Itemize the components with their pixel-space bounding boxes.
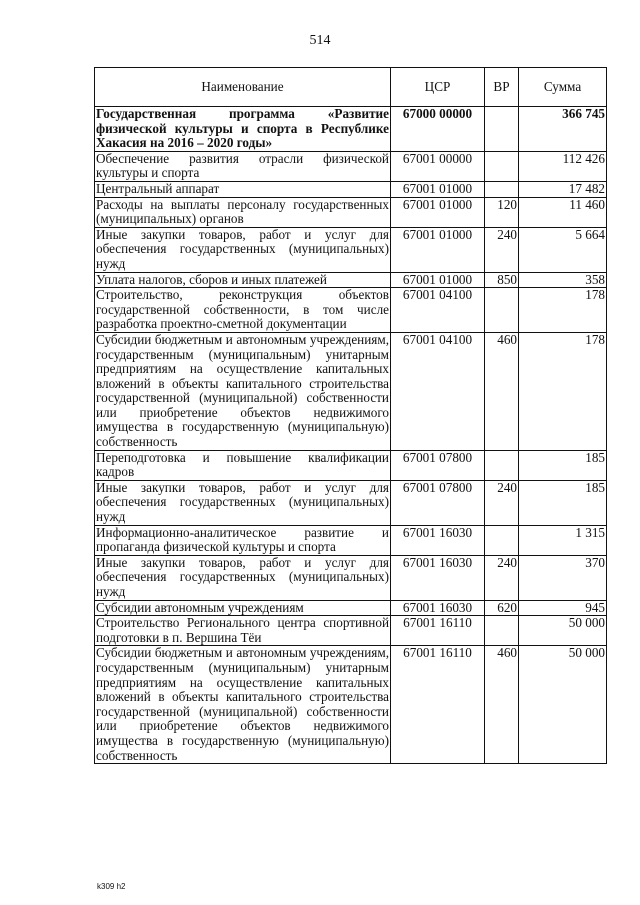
table-row: [95, 480, 607, 525]
row-csr: 67001 01000: [391, 272, 485, 288]
row-name: Субсидии бюджетным и автономным учреждениям, государственным (муниципальным) унитарным предприятиям на осуществление капитальных вложений в объекты капитального строительства государственной (муниципальной) собственности или приобретение объектов недвижимого имущества в государственную (муниципальную) собственность: [96, 331, 389, 450]
row-sum: 17 482: [519, 181, 607, 197]
row-csr: 67001 01000: [391, 227, 485, 272]
row-vr: 460: [485, 646, 519, 764]
row-csr: 67001 04100: [391, 332, 485, 450]
table-row: [95, 600, 607, 616]
row-vr: [485, 151, 519, 181]
table-row: [95, 525, 607, 555]
row-csr: 67001 07800: [391, 480, 485, 525]
row-vr: [485, 181, 519, 197]
row-name: Информационно-аналитическое развитие и пропаганда физической культуры и спорта: [96, 524, 389, 555]
row-sum: 185: [519, 480, 607, 525]
row-vr: 240: [485, 227, 519, 272]
row-vr: [485, 107, 519, 152]
row-vr: 620: [485, 600, 519, 616]
row-sum: 112 426: [519, 151, 607, 181]
table-row: [95, 555, 607, 600]
row-sum: 366 745: [519, 107, 607, 152]
row-sum: 370: [519, 555, 607, 600]
table-row: [95, 332, 607, 450]
row-vr: [485, 288, 519, 333]
row-name: Расходы на выплаты персоналу государственных (муниципальных) органов: [96, 196, 389, 227]
row-name: Обеспечение развития отрасли физической культуры и спорта: [96, 150, 389, 181]
row-vr: 460: [485, 332, 519, 450]
row-sum: 178: [519, 288, 607, 333]
row-vr: 850: [485, 272, 519, 288]
row-csr: 67001 00000: [391, 151, 485, 181]
row-vr: [485, 450, 519, 480]
row-csr: 67001 01000: [391, 181, 485, 197]
row-vr: [485, 525, 519, 555]
row-name: Иные закупки товаров, работ и услуг для обеспечения государственных (муниципальных) нужд: [96, 479, 389, 525]
row-vr: 240: [485, 555, 519, 600]
row-name: Государственная программа «Развитие физической культуры и спорта в Республике Хакасия на 2016 – 2020 годы»: [96, 106, 389, 151]
row-name: Строительство Регионального центра спортивной подготовки в п. Вершина Тёи: [96, 615, 389, 645]
row-csr: 67001 16030: [391, 600, 485, 616]
table-row: [95, 646, 607, 764]
header-name: Наименование: [95, 68, 391, 107]
table-row: [95, 288, 607, 333]
row-sum: 5 664: [519, 227, 607, 272]
footer-code: k309 h2: [97, 882, 126, 891]
row-name: Переподготовка и повышение квалификации кадров: [96, 449, 389, 480]
table-row: [95, 450, 607, 480]
header-sum: Сумма: [519, 68, 607, 107]
row-name: Строительство, реконструкция объектов государственной собственности, в том числе разработка проектно-сметной документации: [96, 287, 389, 332]
row-name: Иные закупки товаров, работ и услуг для обеспечения государственных (муниципальных) нужд: [96, 226, 389, 271]
row-csr: 67001 01000: [391, 197, 485, 227]
row-vr: 120: [485, 197, 519, 227]
row-csr: 67001 07800: [391, 450, 485, 480]
row-sum: 185: [519, 450, 607, 480]
row-sum: 1 315: [519, 525, 607, 555]
header-vr: ВР: [485, 68, 519, 107]
table-row: [95, 197, 607, 227]
row-csr: 67001 16030: [391, 525, 485, 555]
row-name: Субсидии автономным учреждениям: [95, 600, 391, 616]
row-sum: 50 000: [519, 616, 607, 646]
row-sum: 50 000: [519, 646, 607, 764]
table-row: [95, 181, 607, 197]
budget-table: [94, 67, 607, 764]
row-name: Субсидии бюджетным и автономным учреждениям, государственным (муниципальным) унитарным предприятиям на осуществление капитальных вложений в объекты капитального строительства государственной (муниципальной) собственности или приобретение объектов недвижимого имущества в государственную (муниципальную) собственность: [96, 645, 389, 763]
row-sum: 945: [519, 600, 607, 616]
row-sum: 11 460: [519, 197, 607, 227]
row-sum: 358: [519, 272, 607, 288]
row-name: Центральный аппарат: [95, 181, 391, 197]
row-csr: 67001 16110: [391, 646, 485, 764]
row-vr: [485, 616, 519, 646]
row-csr: 67001 16110: [391, 616, 485, 646]
table-header-row: [95, 68, 607, 107]
row-csr: 67000 00000: [391, 107, 485, 152]
page-number: 514: [309, 33, 331, 48]
row-csr: 67001 04100: [391, 288, 485, 333]
row-name: Уплата налогов, сборов и иных платежей: [95, 272, 391, 288]
table-row: [95, 272, 607, 288]
row-sum: 178: [519, 332, 607, 450]
table-row: [95, 107, 607, 152]
row-csr: 67001 16030: [391, 555, 485, 600]
row-name: Иные закупки товаров, работ и услуг для обеспечения государственных (муниципальных) нужд: [96, 554, 389, 599]
table-row: [95, 227, 607, 272]
row-vr: 240: [485, 480, 519, 525]
header-csr: ЦСР: [391, 68, 485, 107]
table-row: [95, 616, 607, 646]
table-row: [95, 151, 607, 181]
